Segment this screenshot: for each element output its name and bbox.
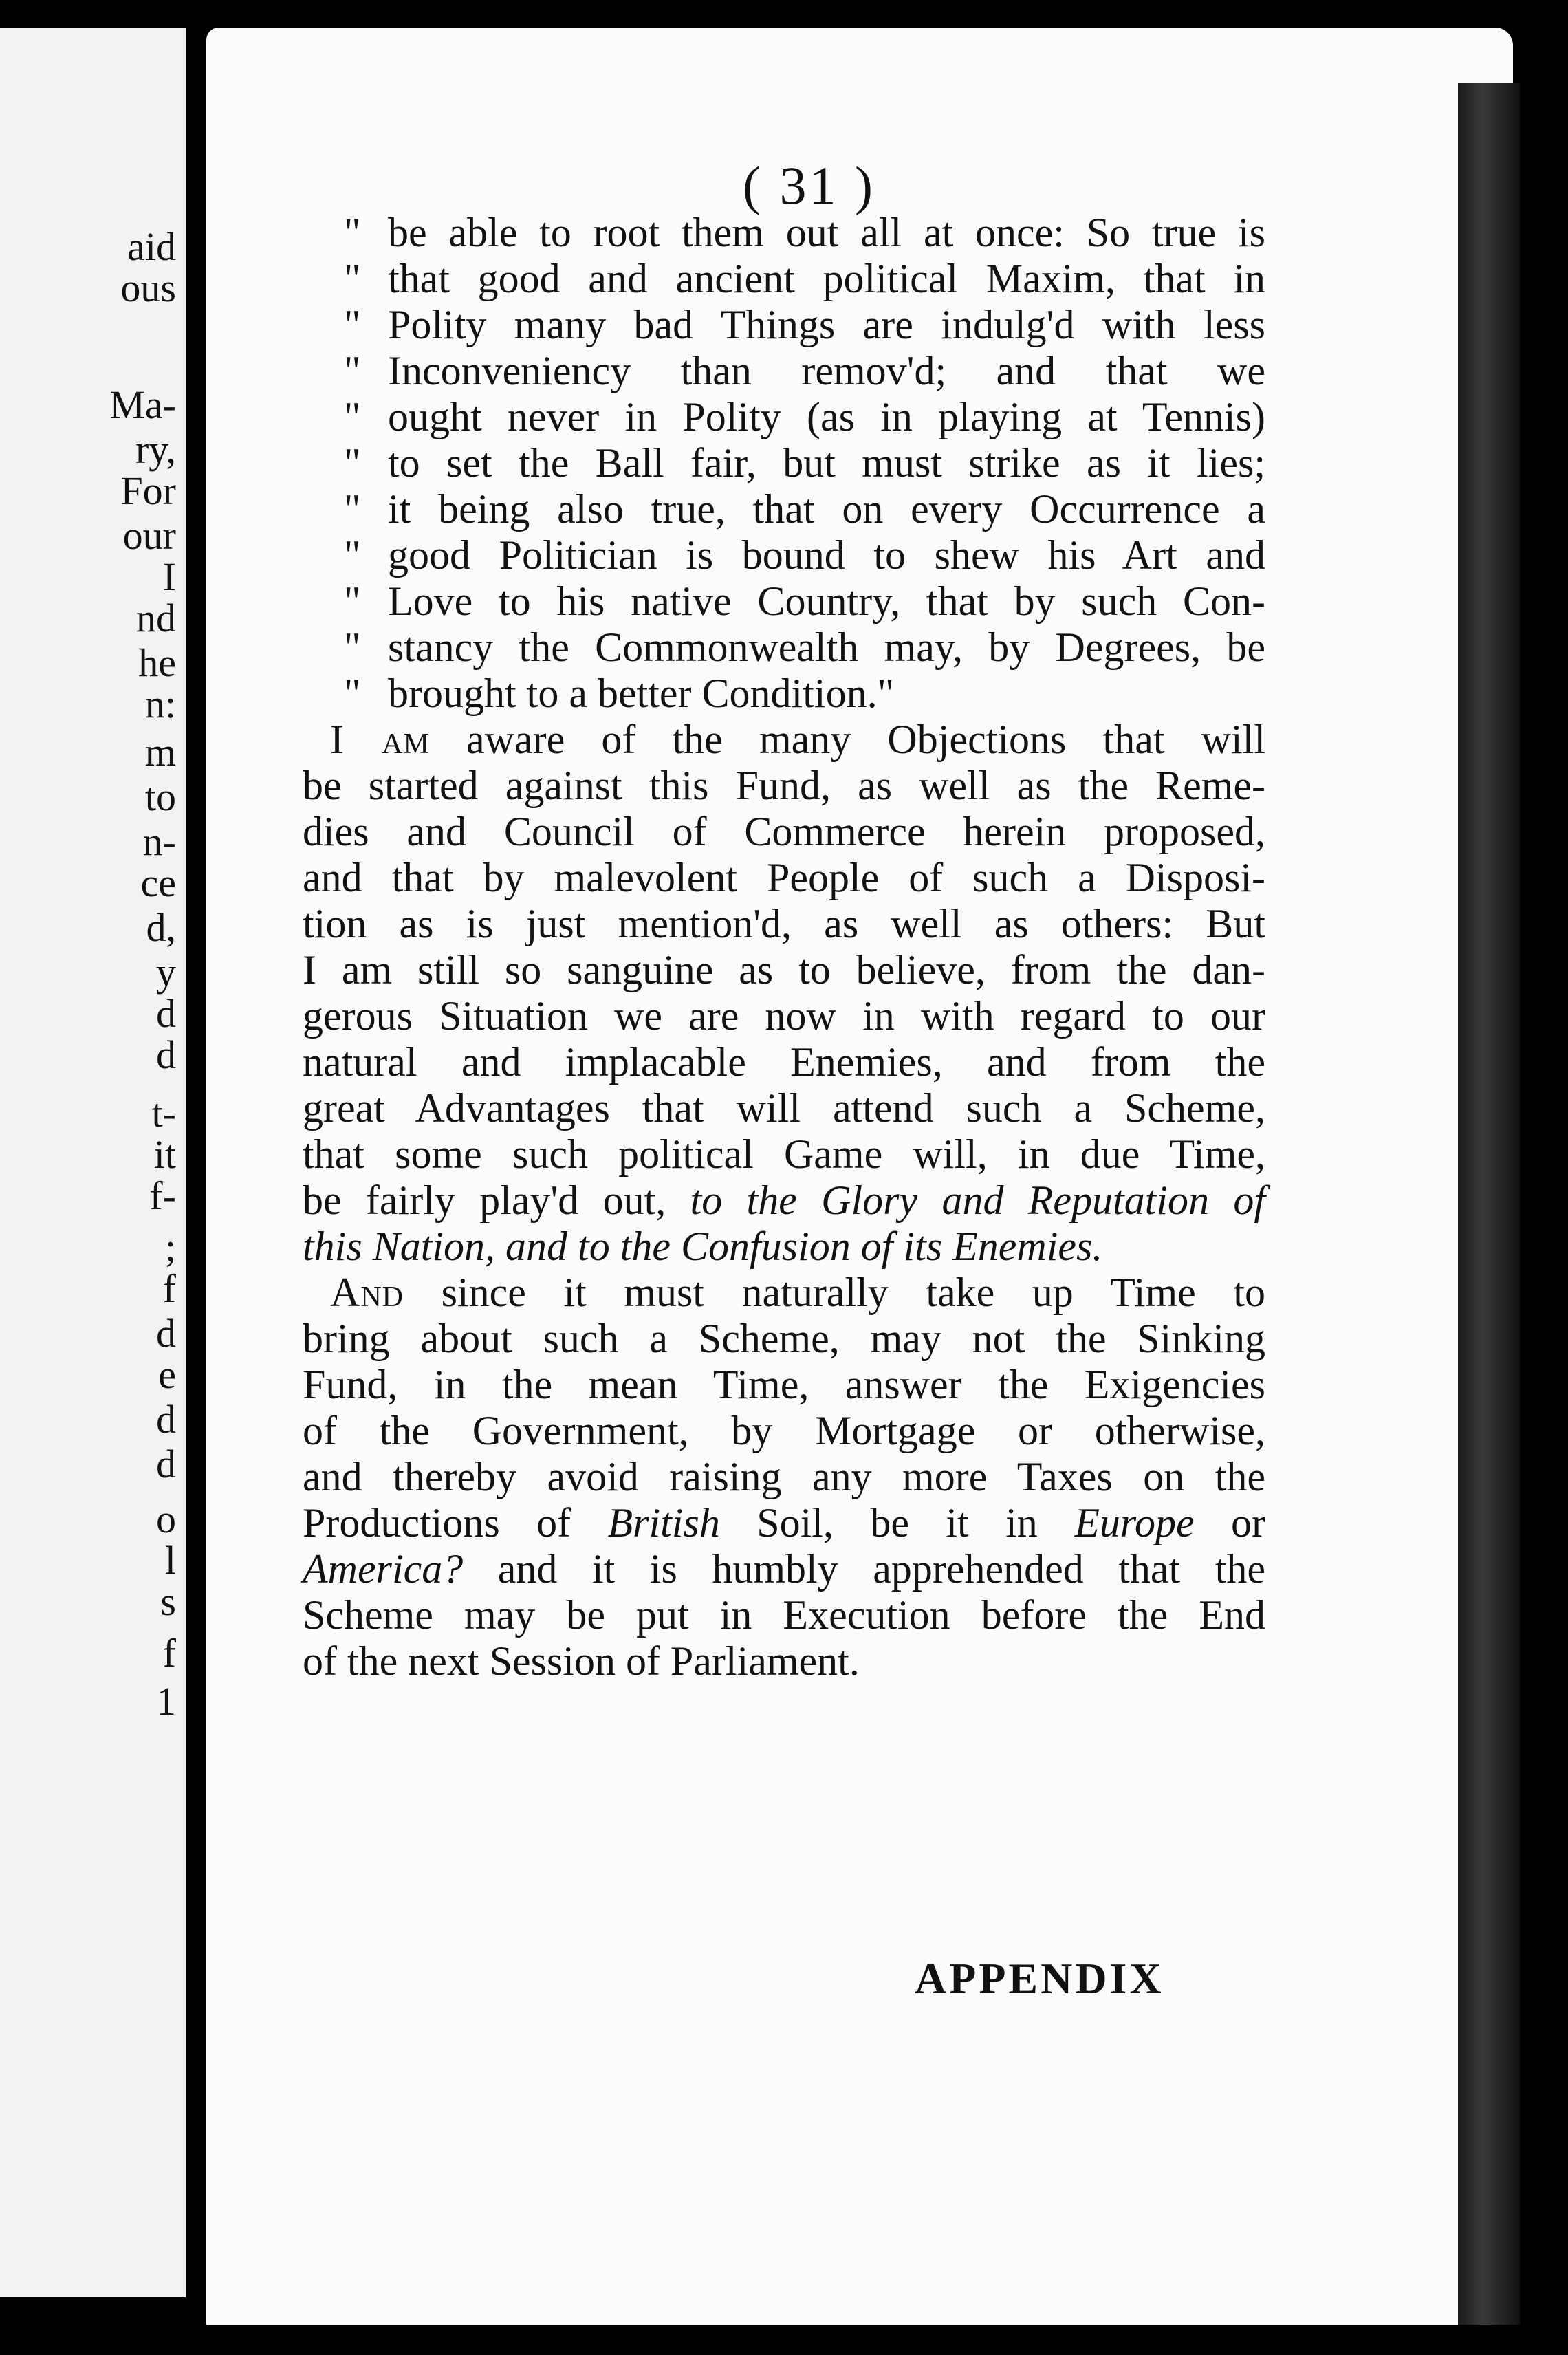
left-page-text: d bbox=[156, 1311, 176, 1356]
left-page-text: o bbox=[156, 1497, 176, 1541]
text-line: and that by malevolent People of such a Disposi- bbox=[303, 855, 1265, 900]
left-page-text: d bbox=[156, 1397, 176, 1442]
text-line: " that good and ancient political Maxim, that in bbox=[344, 256, 1265, 301]
left-page-text: aid bbox=[127, 224, 176, 269]
text-line: natural and implacable Enemies, and from the bbox=[303, 1039, 1265, 1085]
text-line: " Inconveniency than remov'd; and that we bbox=[344, 348, 1265, 393]
text-line: of the Government, by Mortgage or otherwise, bbox=[303, 1408, 1265, 1453]
quote-mark: " bbox=[344, 578, 361, 624]
lead-word: And bbox=[330, 1270, 404, 1315]
quote-mark: " bbox=[344, 302, 361, 347]
text-line: and thereby avoid raising any more Taxes on the bbox=[303, 1454, 1265, 1499]
left-page-text: 1 bbox=[156, 1679, 176, 1724]
page-edge bbox=[1458, 83, 1520, 2325]
text-line: I am aware of the many Objections that will bbox=[330, 717, 1266, 762]
text-line: I am still so sanguine as to believe, from the dan- bbox=[303, 947, 1265, 992]
page-number: ( 31 ) bbox=[743, 155, 875, 215]
left-page-text: ry, bbox=[135, 427, 176, 472]
quote-mark: " bbox=[344, 440, 361, 486]
quote-mark: " bbox=[344, 625, 361, 670]
left-page-text: ; bbox=[164, 1225, 176, 1270]
left-page-text: he bbox=[138, 640, 176, 685]
left-page-text: d, bbox=[146, 905, 176, 950]
paragraph-2 bbox=[303, 1270, 1265, 1684]
left-page-text: Ma- bbox=[109, 382, 176, 427]
left-page-text: l bbox=[164, 1538, 176, 1583]
text-line: that some such political Game will, in due Time, bbox=[303, 1131, 1265, 1177]
left-page-text: ce bbox=[140, 860, 176, 905]
text-line: " good Politician is bound to shew his Art and bbox=[344, 532, 1265, 578]
left-page-text: d bbox=[156, 1442, 176, 1486]
text-line: dies and Council of Commerce herein proposed, bbox=[303, 809, 1265, 854]
text-line: " to set the Ball fair, but must strike as it lies; bbox=[344, 440, 1265, 486]
text-line: " stancy the Commonwealth may, by Degrees, be bbox=[344, 625, 1265, 670]
text-line: And since it must naturally take up Time to bbox=[330, 1270, 1266, 1315]
left-page-text: n: bbox=[144, 682, 176, 726]
page-text bbox=[303, 210, 1265, 1684]
text-line: " it being also true, that on every Occurrence a bbox=[344, 486, 1265, 532]
left-page-text: d bbox=[156, 991, 176, 1036]
left-page-text: n- bbox=[142, 819, 176, 864]
text-line: Fund, in the mean Time, answer the Exigencies bbox=[303, 1362, 1265, 1407]
text-line: be started against this Fund, as well as the Reme- bbox=[303, 763, 1265, 808]
text-line: " brought to a better Condition." bbox=[344, 671, 895, 716]
left-page-text: e bbox=[158, 1352, 176, 1397]
text-line: gerous Situation we are now in with regard to our bbox=[303, 993, 1265, 1039]
left-page-text: y bbox=[156, 950, 176, 995]
paragraph-1 bbox=[303, 717, 1265, 1270]
text-line: America? and it is humbly apprehended that the bbox=[303, 1546, 1266, 1592]
text-line: " Polity many bad Things are indulg'd with less bbox=[344, 302, 1265, 347]
left-page-text: to bbox=[144, 774, 176, 819]
lead-word: I am bbox=[330, 717, 430, 762]
text-line: tion as is just mention'd, as well as others: But bbox=[303, 901, 1265, 946]
left-page-text: For bbox=[120, 468, 176, 513]
text-line: be fairly play'd out, to the Glory and Reputation of bbox=[303, 1178, 1266, 1223]
quote-mark: " bbox=[344, 486, 361, 532]
left-page-text: m bbox=[144, 730, 176, 774]
left-page-text: s bbox=[160, 1579, 176, 1624]
text-line: " be able to root them out all at once: So true is bbox=[344, 210, 1265, 255]
left-page-text: nd bbox=[136, 596, 176, 640]
quote-mark: " bbox=[344, 532, 361, 578]
text-line: bring about such a Scheme, may not the Sinking bbox=[303, 1316, 1265, 1361]
left-page-text: t- bbox=[151, 1091, 176, 1136]
left-page-text: f bbox=[162, 1266, 176, 1311]
quote-mark: " bbox=[344, 210, 361, 255]
left-page-text: f bbox=[162, 1631, 176, 1675]
quote-mark: " bbox=[344, 394, 361, 439]
left-page-text: ous bbox=[120, 265, 176, 310]
text-line: " ought never in Polity (as in playing at Tennis) bbox=[344, 394, 1265, 439]
quote-mark: " bbox=[344, 671, 361, 716]
text-line: " Love to his native Country, that by such Con- bbox=[344, 578, 1265, 624]
left-page-text: d bbox=[156, 1032, 176, 1077]
quote-mark: " bbox=[344, 256, 361, 301]
left-page-text: our bbox=[122, 513, 176, 558]
quoted-passage bbox=[303, 210, 1265, 717]
text-line: this Nation, and to the Confusion of its Enemies. bbox=[303, 1224, 1103, 1269]
quote-mark: " bbox=[344, 348, 361, 393]
text-line: Scheme may be put in Execution before the End bbox=[303, 1592, 1265, 1638]
left-page-text: I bbox=[162, 554, 176, 599]
text-line: of the next Session of Parliament. bbox=[303, 1638, 860, 1684]
text-line: great Advantages that will attend such a Scheme, bbox=[303, 1085, 1265, 1131]
left-page-text: f- bbox=[149, 1173, 176, 1218]
catchword: APPENDIX bbox=[915, 1954, 1164, 2003]
left-page-text: it bbox=[153, 1132, 176, 1177]
text-line: Productions of British Soil, be it in Europe or bbox=[303, 1500, 1265, 1545]
left-page-fragment bbox=[0, 28, 186, 2297]
